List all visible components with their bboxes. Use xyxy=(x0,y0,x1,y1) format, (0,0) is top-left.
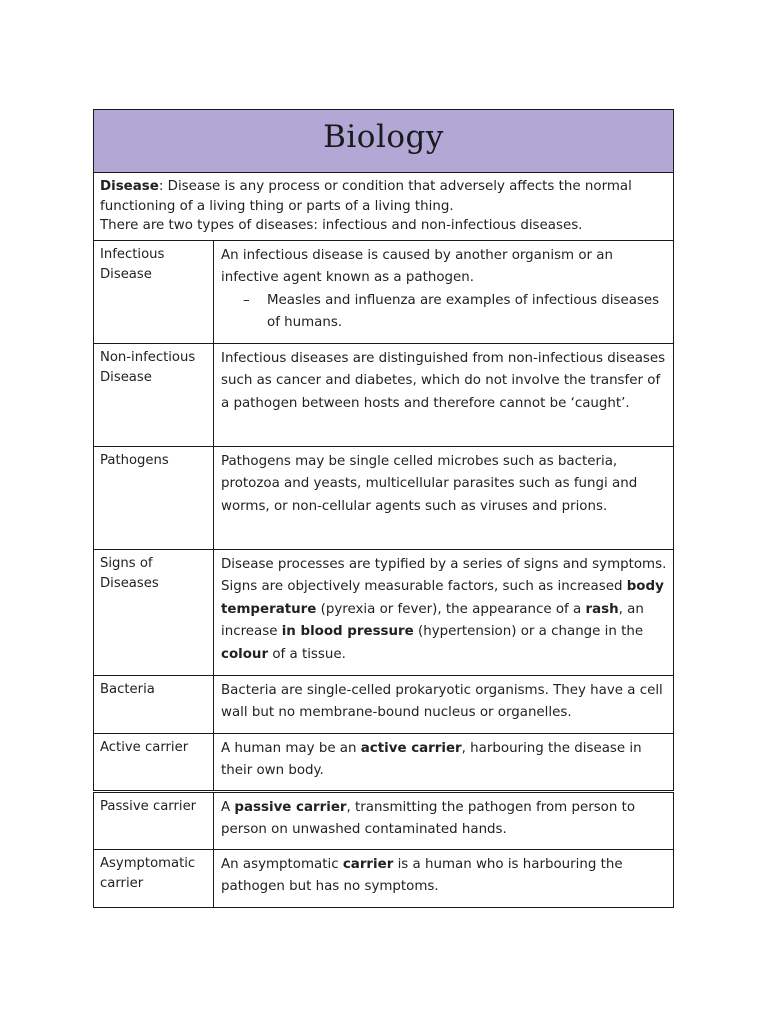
term-noninfectious: Non-infectious Disease xyxy=(94,343,214,446)
biology-table xyxy=(93,109,674,908)
text-run: , harbouring the disease in their own body. xyxy=(221,740,642,778)
intro-term: Disease xyxy=(100,179,159,194)
table-row xyxy=(94,549,674,675)
keyword-blood-pressure: in blood pressure xyxy=(281,624,414,639)
title-band xyxy=(94,110,674,173)
definition-noninfectious: Infectious diseases are distinguished from non-infectious diseases such as cancer and diabetes, which do not involve the transfer of a pathogen between hosts and therefore cannot be ‘caught’. xyxy=(214,343,674,446)
term-bacteria: Bacteria xyxy=(94,675,214,733)
table-row xyxy=(94,733,674,791)
definition-bacteria: Bacteria are single-celled prokaryotic organisms. They have a cell wall but no membrane-bound nucleus or organelles. xyxy=(214,675,674,733)
page-title: Biology xyxy=(323,119,444,156)
text-run: , an increase xyxy=(221,601,644,639)
term-pathogens: Pathogens xyxy=(94,446,214,549)
intro-row xyxy=(94,173,674,241)
definition-text: An infectious disease is caused by another organism or an infective agent known as a pathogen. xyxy=(221,247,614,285)
bullet-item xyxy=(221,290,667,335)
text-run: A xyxy=(221,799,235,815)
text-run: (hypertension) or a change in the xyxy=(413,624,644,639)
table-row xyxy=(94,791,674,849)
table-row xyxy=(94,675,674,733)
text-run: An asymptomatic xyxy=(221,856,343,872)
text-run: A human may be an xyxy=(221,740,361,756)
intro-types: There are two types of diseases: infectious and non-infectious diseases. xyxy=(100,218,583,233)
keyword-carrier: carrier xyxy=(342,856,394,872)
definition-signs xyxy=(214,549,674,675)
bullet-dash: – xyxy=(243,292,250,308)
table-row xyxy=(94,446,674,549)
term-asymptomatic-carrier: Asymptomatic carrier xyxy=(94,849,214,907)
keyword-active-carrier: active carrier xyxy=(360,740,462,756)
text-run: of a tissue. xyxy=(268,646,346,662)
definition-infectious xyxy=(214,240,674,343)
title-row xyxy=(94,110,674,173)
notes-sheet xyxy=(93,109,673,908)
keyword-rash: rash xyxy=(585,601,619,617)
definition-pathogens: Pathogens may be single celled microbes such as bacteria, protozoa and yeasts, multicellular parasites such as fungi and worms, or non-cellular agents such as viruses and prions. xyxy=(214,446,674,549)
intro-definition: : Disease is any process or condition that adversely affects the normal functioning of a living thing or parts of a living thing. xyxy=(100,179,632,214)
bullet-text: Measles and influenza are examples of infectious diseases of humans. xyxy=(267,292,660,330)
term-passive-carrier: Passive carrier xyxy=(94,791,214,849)
table-row xyxy=(94,240,674,343)
table-row xyxy=(94,343,674,446)
text-run: (pyrexia or fever), the appearance of a xyxy=(316,601,586,617)
intro-cell xyxy=(94,173,674,241)
definition-active-carrier xyxy=(214,733,674,791)
keyword-body-temperature: body temperature xyxy=(221,579,664,617)
text-run: is a human who is harbouring the pathogen but has no symptoms. xyxy=(221,856,623,894)
term-infectious: Infectious Disease xyxy=(94,240,214,343)
term-signs: Signs of Diseases xyxy=(94,549,214,675)
text-run: Disease processes are typified by a series of signs and symptoms. Signs are objectively measurable factors, such as increased xyxy=(221,556,667,594)
table-row xyxy=(94,849,674,907)
keyword-passive-carrier: passive carrier xyxy=(234,799,347,815)
definition-passive-carrier xyxy=(214,791,674,849)
term-active-carrier: Active carrier xyxy=(94,733,214,791)
keyword-colour: colour xyxy=(221,646,269,662)
definition-asymptomatic-carrier xyxy=(214,849,674,907)
text-run: , transmitting the pathogen from person to person on unwashed contaminated hands. xyxy=(221,799,636,837)
